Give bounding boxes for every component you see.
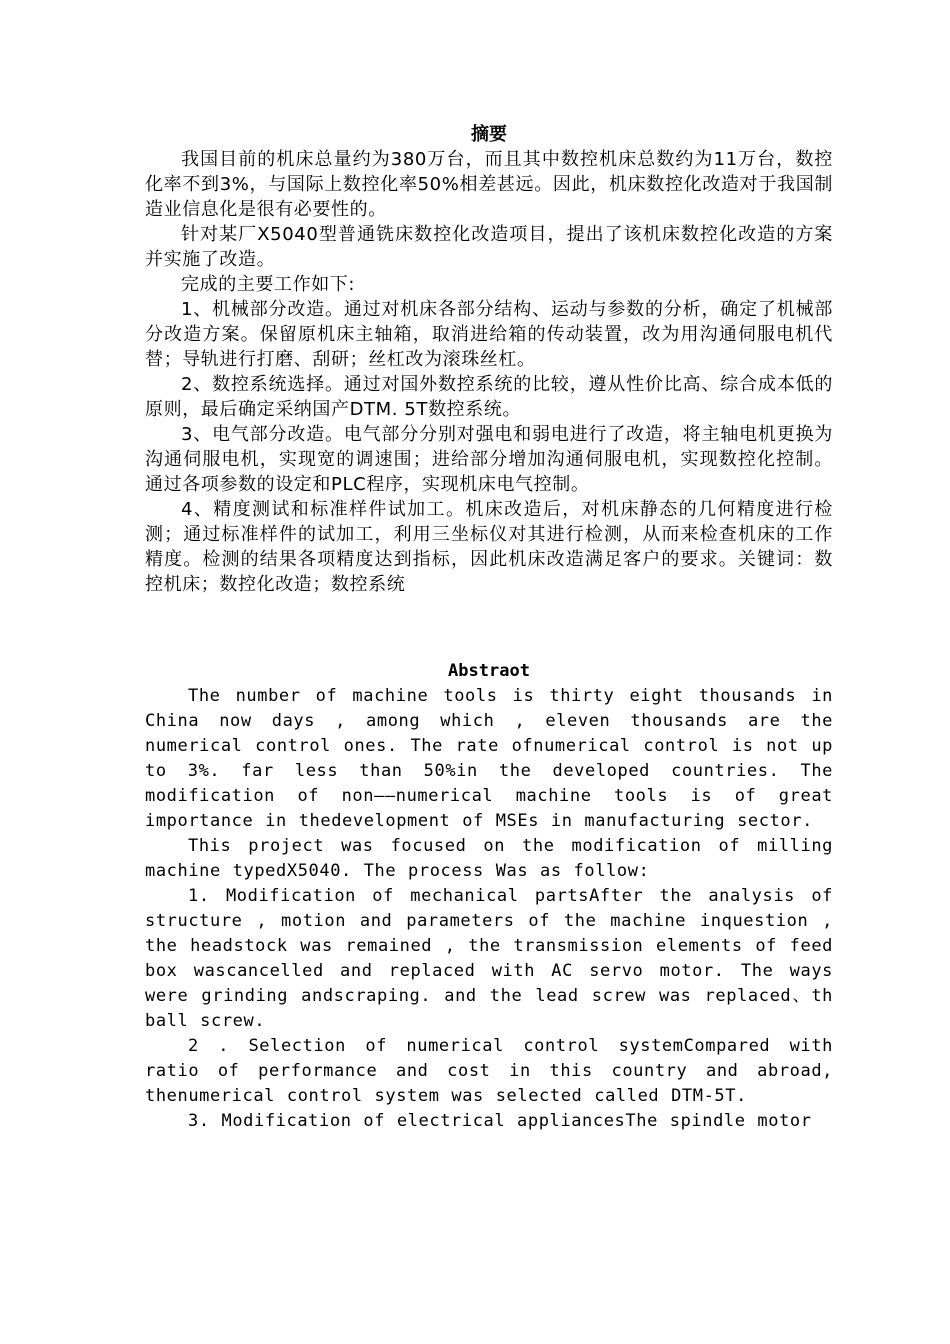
section-spacer (145, 597, 833, 647)
document-page (145, 122, 833, 1134)
en-paragraph-cnc-system: 2 . Selection of numerical control systemCompared with ratio of performance and cost in this country and abroad, thenumerical control system was selected called DTM-5T. (145, 1036, 833, 1106)
zh-paragraph-project: 针对某厂X5040型普通铣床数控化改造项目，提出了该机床数控化改造的方案并实施了改造。 (145, 224, 833, 270)
zh-paragraph-electrical: 3、电气部分改造。电气部分分别对强电和弱电进行了改造，将主轴电机更换为沟通伺服电机，实现宽的调速围；进给部分增加沟通伺服电机，实现数控化控制。通过各项参数的设定和PLC程序，实现机床电气控制。 (145, 424, 833, 495)
en-paragraph-mechanical: 1. Modification of mechanical partsAfter the analysis of structure , motion and parameters of the machine inquestion , the headstock was remained , the transmission elements of feed box wascancelled and replaced with AC servo motor. The ways were grinding andscraping. and the lead screw was replaced、th ball screw. (145, 886, 833, 1031)
zh-paragraph-cnc-system: 2、数控系统选择。通过对国外数控系统的比较，遵从性价比高、综合成本低的原则，最后确定采纳国产DTM. 5T数控系统。 (145, 374, 833, 420)
zh-paragraph-mechanical: 1、机械部分改造。通过对机床各部分结构、运动与参数的分析，确定了机械部分改造方案。保留原机床主轴箱，取消进给箱的传动装置，改为用沟通伺服电机代替；导轨进行打磨、刮研；丝杠改为滚珠丝杠。 (145, 299, 833, 370)
english-abstract-heading: Abstraot (448, 661, 530, 681)
en-paragraph-project: This project was focused on the modification of milling machine typedX5040. The process Was as follow: (145, 836, 833, 881)
chinese-abstract-heading: 摘要 (471, 124, 507, 145)
zh-paragraph-work-intro: 完成的主要工作如下: (181, 274, 356, 295)
zh-paragraph-precision-keywords: 4、精度测试和标准样件试加工。机床改造后，对机床静态的几何精度进行检测；通过标准样件的试加工，利用三坐标仪对其进行检测，从而来检查机床的工作精度。检测的结果各项精度达到指标，因此机床改造满足客户的要求。关键词：数控机床；数控化改造；数控系统 (145, 499, 833, 595)
en-paragraph-intro: The number of machine tools is thirty eight thousands in China now days , among which , eleven thousands are the numerical control ones. The rate ofnumerical control is not up to 3%. far less than 50%in the developed countries. The modification of non——numerical machine tools is of great importance in thedevelopment of MSEs in manufacturing sector. (145, 686, 833, 831)
english-abstract-body (145, 684, 833, 1134)
zh-paragraph-intro: 我国目前的机床总量约为380万台，而且其中数控机床总数约为11万台，数控化率不到3%，与国际上数控化率50%相差甚远。因此，机床数控化改造对于我国制造业信息化是很有必要性的。 (145, 149, 833, 220)
en-paragraph-electrical: 3. Modification of electrical appliancesThe spindle motor (188, 1111, 812, 1131)
chinese-abstract-body (145, 147, 833, 597)
